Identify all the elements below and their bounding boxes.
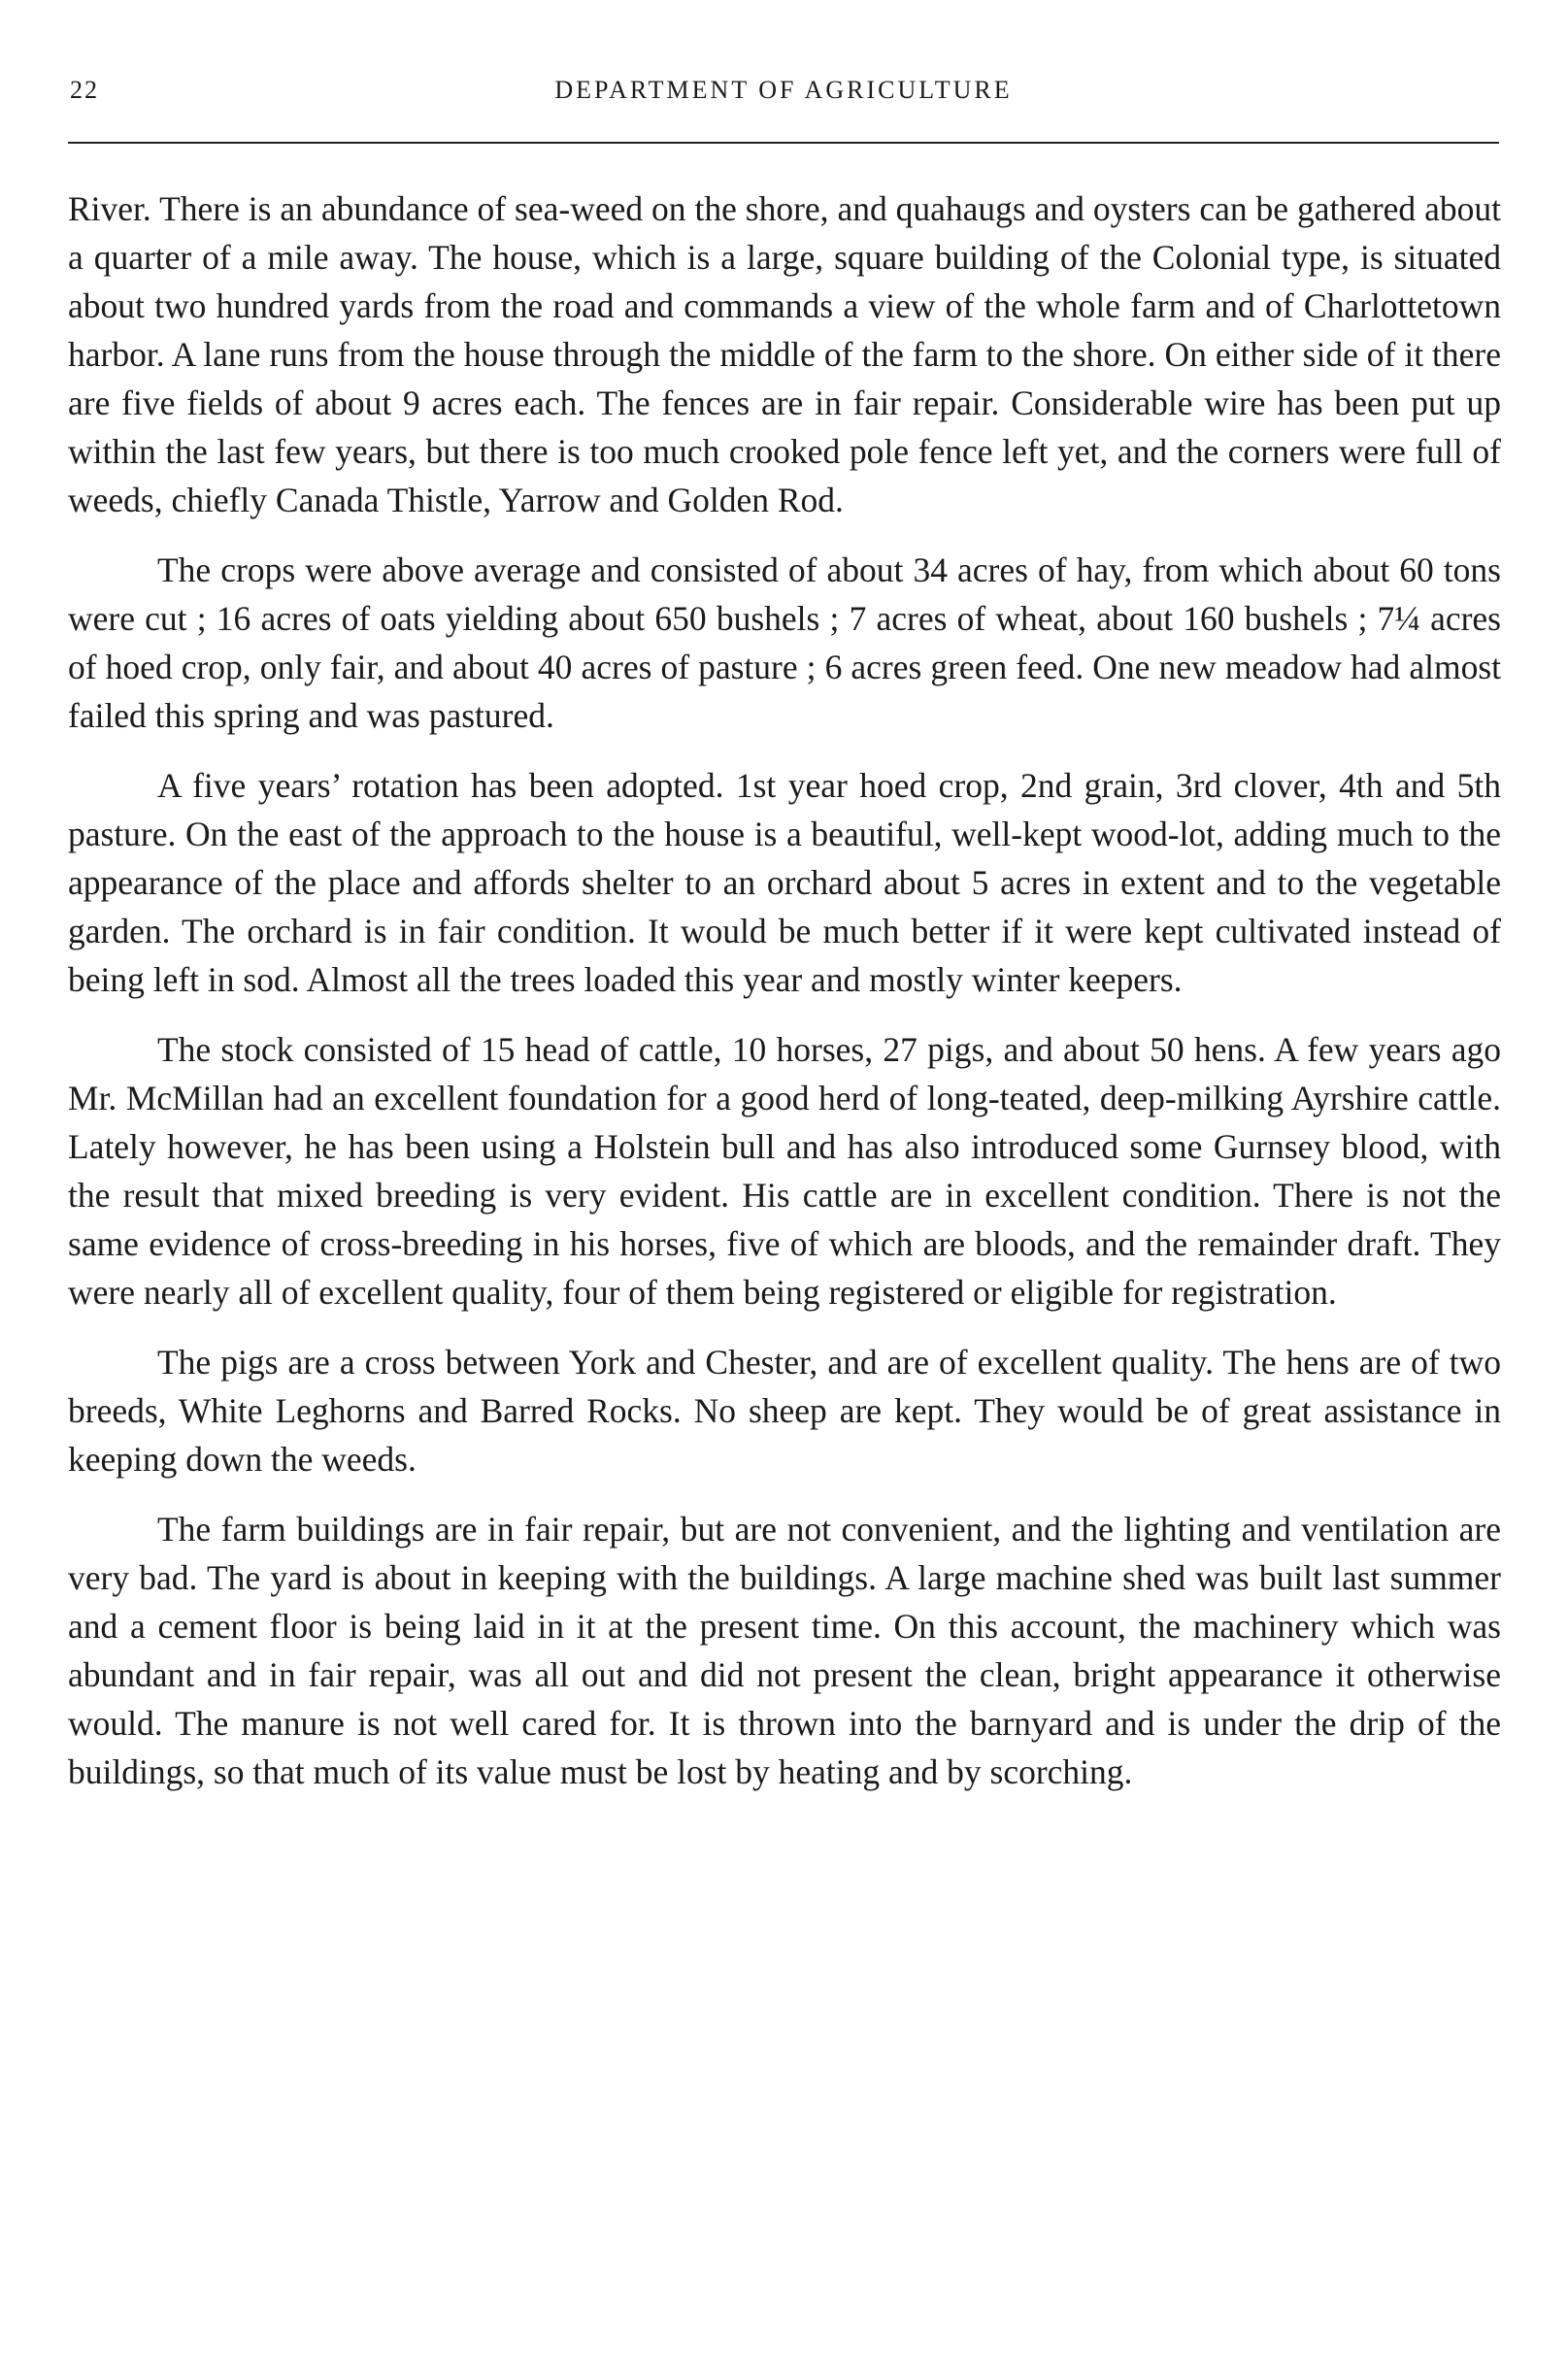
running-title: DEPARTMENT OF AGRICULTURE — [554, 76, 1013, 104]
paragraph-buildings: The farm buildings are in fair repair, but are not convenient, and the lighting and ventilation are very bad. The yard is about in keeping with the buildings. A large machine shed was built last summer and a cement floor is being laid in it at the present time. On this account, the machinery which was abundant and in fair repair, was all out and did not present the clean, bright appearance it otherwise would. The manure is not well cared for. It is thrown into the barnyard and is under the drip of the buildings, so that much of its value must be lost by heating and by scorching. — [68, 1510, 1501, 1791]
header-rule — [68, 142, 1499, 144]
paragraph-pigs-hens: The pigs are a cross between York and Chester, and are of excellent quality. The hens are of two breeds, White Leghorns and Barred Rocks. No sheep are kept. They would be of great assistance in keeping down the weeds. — [68, 1343, 1501, 1479]
paragraph-stock: The stock consisted of 15 head of cattle, 10 horses, 27 pigs, and about 50 hens. A few years ago Mr. McMillan had an excellent foundation for a good herd of long-teated, deep-milking Ayrshire cattle. Lately however, he has been using a Holstein bull and has also introduced some Gurnsey blood, with the result that mixed breeding is very evident. His cattle are in excellent condition. There is not the same evidence of cross-breeding in his horses, five of which are bloods, and the remainder draft. They were nearly all of excellent quality, four of them being registered or eligible for registration. — [68, 1030, 1501, 1312]
running-head — [70, 68, 1497, 117]
paragraph-rotation: A five years’ rotation has been adopted. 1st year hoed crop, 2nd grain, 3rd clover, 4th and 5th pasture. On the east of the approach to the house is a beautiful, well-kept wood-lot, adding much to the appearance of the place and affords shelter to an orchard about 5 acres in extent and to the vegetable garden. The orchard is in fair condition. It would be much better if it were kept cultivated instead of being left in sod. Almost all the trees loaded this year and mostly winter keepers. — [68, 766, 1501, 999]
paragraph-farm-description: River. There is an abundance of sea-weed on the shore, and quahaugs and oysters can be gathered about a quarter of a mile away. The house, which is a large, square building of the Colonial type, is situated about two hundred yards from the road and commands a view of the whole farm and of Charlottetown harbor. A lane runs from the house through the middle of the farm to the shore. On either side of it there are five fields of about 9 acres each. The fences are in fair repair. Considerable wire has been put up within the last few years, but there is too much crooked pole fence left yet, and the corners were full of weeds, chiefly Canada Thistle, Yarrow and Golden Rod. — [68, 189, 1501, 519]
paragraph-crops: The crops were above average and consisted of about 34 acres of hay, from which about 60 tons were cut ; 16 acres of oats yielding about 650 bushels ; 7 acres of wheat, about 160 bushels ; 7¼ acres of hoed crop, only fair, and about 40 acres of pasture ; 6 acres green feed. One new meadow had almost failed this spring and was pastured. — [68, 550, 1501, 735]
page-number: 22 — [70, 76, 99, 104]
body-text — [68, 184, 1501, 1817]
